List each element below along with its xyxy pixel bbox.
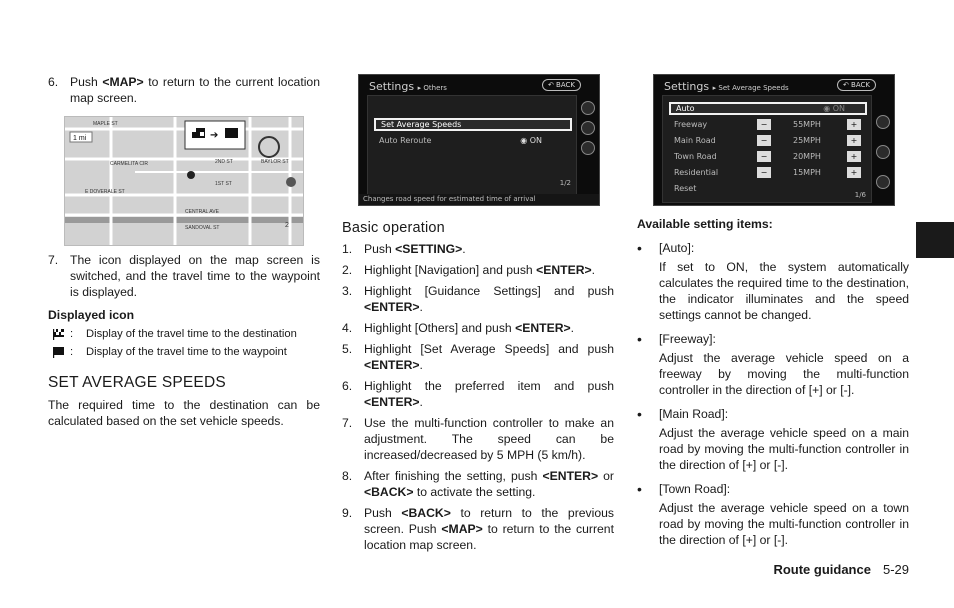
settings-others-screen: Settings ▸ Others ↶ BACK Set Average Speeds Auto Reroute ◉ ON 1/2 Changes road speed for estimated time of arrival <box>358 74 600 206</box>
key-label: <SETTING> <box>395 242 463 256</box>
increase-button[interactable]: + <box>847 135 861 146</box>
key-label: <BACK> <box>401 506 451 520</box>
svg-text:BAYLOR ST: BAYLOR ST <box>261 159 289 165</box>
basic-operation-steps <box>342 241 614 553</box>
waypoint-flag-icon <box>48 345 70 359</box>
key-label: <ENTER> <box>364 358 420 372</box>
reset-row[interactable]: Reset <box>674 184 697 193</box>
decrease-button[interactable]: − <box>757 135 771 146</box>
footer-section: Route guidance <box>773 562 871 577</box>
scroll-up-icon[interactable] <box>581 101 595 115</box>
key-label: <ENTER> <box>364 395 420 409</box>
setting-item-desc: Adjust the average vehicle speed on a freeway by moving the multi-function controller in the direction of [+] or [-]. <box>659 351 909 397</box>
step-item: 7. Use the multi-function controller to make an adjustment. The speed can be increased/decreased by 5 MPH (5 km/h). <box>342 416 614 462</box>
set-average-speeds-screen: Settings ▸ Set Average Speeds ↶ BACK Auto ◉ ON Freeway − 55MPH + Main Road − 25MPH + Town Road − 20MPH + Residential − 15MPH + Reset 1/6 <box>653 74 895 206</box>
step-item: 2. Highlight [Navigation] and push <ENTER>. <box>342 263 596 277</box>
step-item: 4. Highlight [Others] and push <ENTER>. <box>342 321 575 335</box>
decrease-button[interactable]: − <box>757 167 771 178</box>
increase-button[interactable]: + <box>847 151 861 162</box>
scroll-down-icon[interactable] <box>876 175 890 189</box>
menu-item-set-average-speeds[interactable]: Set Average Speeds <box>374 118 572 131</box>
key-label: <ENTER> <box>536 263 592 277</box>
setting-item-desc: Adjust the average vehicle speed on a main road by moving the multi-function controller in the direction of [+] or [-]. <box>659 426 909 472</box>
step-6: 6. Push <MAP> to return to the current location map screen. <box>48 75 320 105</box>
destination-flag-icon <box>48 327 70 341</box>
setting-item-desc: Adjust the average vehicle speed on a town road by moving the multi-function controller in the direction of [+] or [-]. <box>659 501 909 547</box>
svg-text:CENTRAL AVE: CENTRAL AVE <box>185 209 219 215</box>
page-indicator: 1/6 <box>854 191 866 199</box>
speed-row[interactable]: Freeway − 55MPH + <box>669 118 867 131</box>
speed-value: 25MPH <box>793 136 821 145</box>
step-item: 5. Highlight [Set Average Speeds] and push <ENTER>. <box>342 342 614 372</box>
icon-row-destination: : Display of the travel time to the destination <box>48 327 320 341</box>
svg-text:2: 2 <box>285 222 289 229</box>
step-item: 8. After finishing the setting, push <ENTER> or <BACK> to activate the setting. <box>342 469 614 499</box>
bullet-icon: • <box>637 406 642 422</box>
page-indicator: 1/2 <box>559 179 571 187</box>
menu-panel <box>367 95 577 195</box>
right-column <box>637 74 909 548</box>
speed-row[interactable]: Residential − 15MPH + <box>669 166 867 179</box>
chapter-tab <box>916 222 954 258</box>
auto-row[interactable]: Auto ◉ ON <box>669 102 867 115</box>
section-title: SET AVERAGE SPEEDS <box>48 374 226 391</box>
step-item: 9. Push <BACK> to return to the previous screen. Push <MAP> to return to the current location map screen. <box>342 506 615 552</box>
svg-text:SANDOVAL ST: SANDOVAL ST <box>185 225 220 231</box>
setting-item <box>637 481 909 497</box>
screen-title: Settings <box>664 80 710 93</box>
setting-item-name: [Freeway]: <box>659 332 716 346</box>
svg-text:E DOVERALE ST: E DOVERALE ST <box>85 189 125 195</box>
screen-title: Settings <box>369 80 415 93</box>
scroll-down-icon[interactable] <box>581 141 595 155</box>
setting-item-desc: If set to ON, the system automatically calculates the required time to the destination, the indicator illuminates and the speed settings cannot be changed. <box>659 260 909 322</box>
map-graphic <box>65 117 304 246</box>
speed-value: 15MPH <box>793 168 821 177</box>
map-screenshot <box>64 116 304 246</box>
scroll-mid-icon[interactable] <box>581 121 595 135</box>
svg-text:MAPLE ST: MAPLE ST <box>93 121 118 127</box>
speed-value: 20MPH <box>793 152 821 161</box>
available-items-list <box>637 240 909 548</box>
page-footer <box>773 562 909 578</box>
step-item: 1. Push <SETTING>. <box>342 242 466 256</box>
toggle-indicator: ◉ ON <box>520 136 542 145</box>
menu-item-auto-reroute[interactable]: Auto Reroute ◉ ON <box>379 136 542 145</box>
key-label: <MAP> <box>441 522 483 536</box>
left-column <box>48 74 320 429</box>
footer-page-number: 5-29 <box>882 562 909 577</box>
speed-value: 55MPH <box>793 120 821 129</box>
svg-text:CARMELITA CIR: CARMELITA CIR <box>110 161 148 167</box>
step-item: 6. Highlight the preferred item and push <ENTER>. <box>342 379 614 409</box>
basic-operation-heading: Basic operation <box>342 220 445 236</box>
setting-item-name: [Town Road]: <box>659 482 731 496</box>
back-button[interactable]: ↶ BACK <box>837 79 876 91</box>
icon-row-waypoint: : Display of the travel time to the waypoint <box>48 345 320 359</box>
map-key: <MAP> <box>102 75 144 89</box>
setting-item <box>637 331 909 347</box>
decrease-button[interactable]: − <box>757 119 771 130</box>
middle-column <box>342 74 614 553</box>
speed-row[interactable]: Main Road − 25MPH + <box>669 134 867 147</box>
bullet-icon: • <box>637 240 642 256</box>
setting-item-name: [Auto]: <box>659 241 695 255</box>
bullet-icon: • <box>637 481 642 497</box>
increase-button[interactable]: + <box>847 167 861 178</box>
step-7: 7. The icon displayed on the map screen is switched, and the travel time to the waypoint is displayed. <box>48 253 320 299</box>
key-label: <ENTER> <box>364 300 420 314</box>
scroll-mid-icon[interactable] <box>876 145 890 159</box>
setting-item-name: [Main Road]: <box>659 407 729 421</box>
scroll-up-icon[interactable] <box>876 115 890 129</box>
svg-text:1 mi: 1 mi <box>73 135 87 142</box>
displayed-icon-heading: Displayed icon <box>48 308 135 322</box>
decrease-button[interactable]: − <box>757 151 771 162</box>
speed-panel <box>662 95 872 203</box>
bullet-icon: • <box>637 331 642 347</box>
screen-status-text: Changes road speed for estimated time of arrival <box>359 194 599 205</box>
increase-button[interactable]: + <box>847 119 861 130</box>
step-item: 3. Highlight [Guidance Settings] and push <ENTER>. <box>342 284 614 314</box>
key-label: <ENTER> <box>515 321 571 335</box>
available-items-heading: Available setting items: <box>637 217 773 231</box>
setting-item <box>637 406 909 422</box>
svg-text:➔: ➔ <box>210 130 219 141</box>
key-label: <BACK> <box>364 485 414 499</box>
svg-text:2ND ST: 2ND ST <box>215 159 233 165</box>
key-label: <ENTER> <box>542 469 599 483</box>
setting-item <box>637 240 909 256</box>
svg-text:1ST ST: 1ST ST <box>215 181 232 187</box>
section-text: The required time to the destination can be calculated based on the set vehicle speeds. <box>48 398 320 428</box>
speed-row[interactable]: Town Road − 20MPH + <box>669 150 867 163</box>
back-button[interactable]: ↶ BACK <box>542 79 581 91</box>
